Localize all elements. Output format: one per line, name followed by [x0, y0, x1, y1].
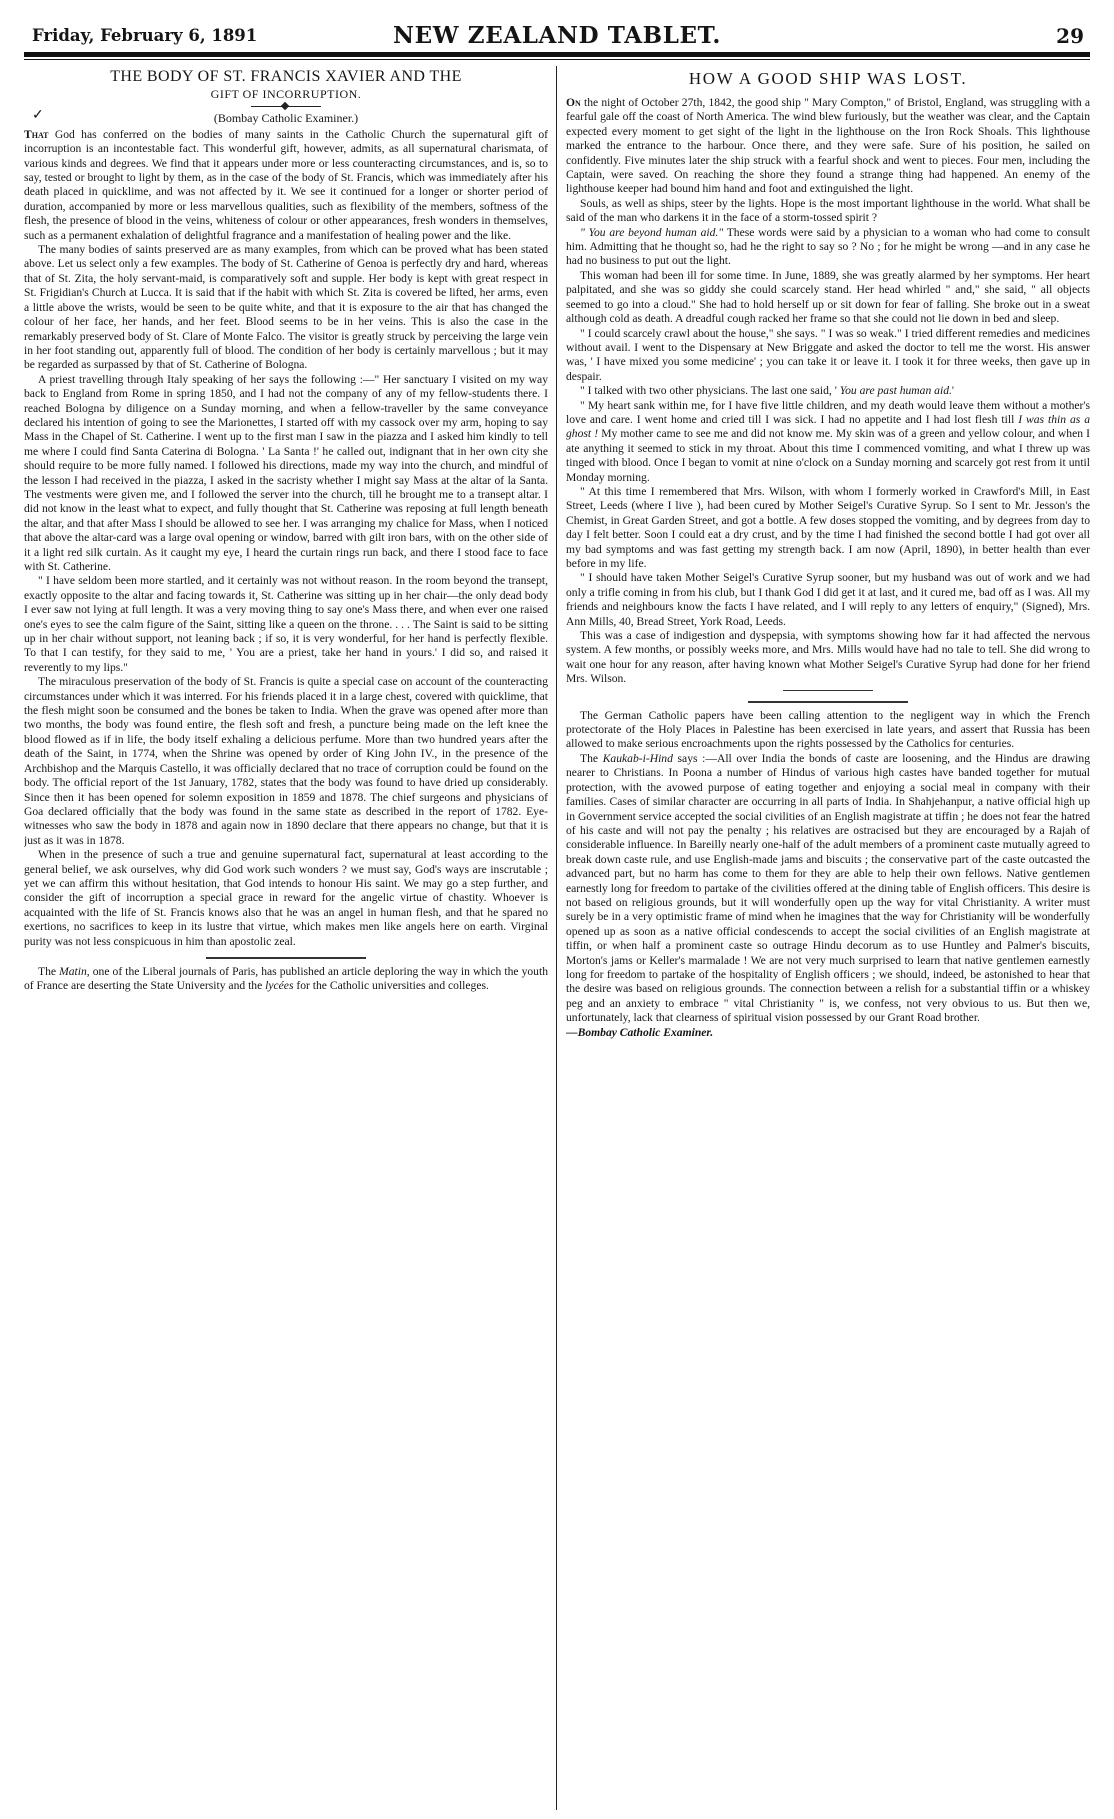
paragraph: A priest travelling through Italy speaking of her says the following :—" Her sanctuary I visited on my way back to England from Rome in spring 1850, and I had not the company of any of my fellow-students there. I reached Bologna by diligence on a Sunday morning, and when a fellow-traveller by the same conveyance declared his intention of going to see the Marionettes, I started off with my cassock over my arm, hoping to say Mass in the Chapel of St. Catherine. I went up to the first man I saw in the piazza and I asked him kindly to tell me where I could find Santa Caterina di Bologna. ' La Santa !' he called out, indignant that in her own city she should require to be more fully named. I followed his directions, made my way into the church, and mindful of the lesson I had received in the piazza, I asked in the sacristy whether I might say Mass at the altar of la Santa. The vestments were given me, and I followed the server into the church, till he brought me to a transept altar. I did not know in the least what to expect, and fully thought that St. Catherine was reposing at full length beneath the altar, and that after Mass I should be allowed to see her. I was arranging my chalice for Mass, when I noticed that above the altar-card was a large oval opening or window, barred with gilt iron bars, with on the other side of it a light red silk curtain. As it caught my eye, I heard the curtain rings run back, and there I stood face to face with St. Catherine.	[24, 372, 548, 573]
italic-term: lycées	[265, 979, 294, 993]
page-number: 29	[1056, 24, 1084, 48]
text-run: " My heart sank within me, for I have five little children, and my death would leave them without a mother's love and care. I went home and cried till I was sick. I had no appetite and I had lost flesh till	[566, 398, 1090, 426]
article-title-xavier: THE BODY OF ST. FRANCIS XAVIER AND THE	[110, 68, 462, 85]
masthead-rule-thick	[24, 52, 1090, 57]
text-run: These words were said by a physician to a woman who had come to consult him. Admitting that he thought so, had he the right to say so ? No ; for he might be wrong —and in any case he had no business to put out the light.	[566, 225, 1090, 268]
text-run: , one of the Liberal journals of Paris, has published an article deploring the way in which the youth of France are deserting the State University and the	[24, 964, 548, 993]
signature-text: —Bombay Catholic Examiner.	[566, 1025, 714, 1039]
issue-date: Friday, February 6, 1891	[32, 26, 258, 45]
paragraph-matin	[24, 965, 548, 994]
paragraph: " At this time I remembered that Mrs. Wilson, with whom I formerly worked in Crawford's Mill, in East Street, Leeds (where I live ), had been cured by Mother Seigel's Curative Syrup. So I sent to Mr. Jesson's the Chemist, in Great Garden Street, and got a bottle. A few doses stopped the vomiting, and by degrees from day to day I felt better. Soon I could eat a dry crust, and by the time I had finished the second bottle I had got over all my bad symptoms and was fast getting my strength back. I am now (April, 1890), in better health than ever before in my life.	[566, 484, 1090, 570]
article-separator	[748, 701, 908, 703]
paragraph-kaukab	[566, 752, 1090, 1026]
masthead	[24, 22, 1090, 50]
paragraph	[566, 384, 1090, 398]
paragraph: The German Catholic papers have been calling attention to the negligent way in which the French protectorate of the Holy Places in Palestine has been exercised in late years, and assert that Russia has been allowed to make serious encroachments upon the rights possessed by the Catholics for centuries.	[566, 708, 1090, 751]
article-title-ship: HOW A GOOD SHIP WAS LOST.	[688, 69, 968, 88]
paragraph	[24, 128, 548, 243]
paragraph	[566, 96, 1090, 197]
text-run: The	[580, 751, 603, 765]
text-run: The	[38, 964, 60, 978]
article-subtitle-xavier: GIFT OF INCORRUPTION.	[210, 87, 362, 101]
right-column	[566, 62, 1090, 1812]
journal-name: Kaukab-i-Hind	[602, 751, 673, 765]
article-separator	[206, 957, 366, 959]
paragraph: " I could scarcely crawl about the house," she says. " I was so weak." I tried different remedies and medicines without avail. I went to the Dispensary at New Briggate and asked the doctor to tell me the worst. His answer was, ' I have mixed you some medicine' ; you can take it or leave it. I took it for three weeks, then gave up in despair.	[566, 326, 1090, 383]
text-run: " I talked with two other physicians. The last one said, '	[580, 384, 837, 398]
paragraph: This woman had been ill for some time. In June, 1889, she was greatly alarmed by her symptoms. Her heart palpitated, and she was so giddy she could scarcely stand. Her head whirled " and," she said, " all objects seemed to go into a cloud." She had to hold herself up or sit down for fear of falling. She broke out in a sweat although cold as death. A dreadful cough racked her frame so that she could not lie down in bed and sleep.	[566, 268, 1090, 326]
tick-mark-icon: ✓	[32, 108, 44, 124]
text-run: for the Catholic universities and colleges.	[293, 979, 489, 993]
italic-quote: I was thin as a ghost !	[566, 412, 1090, 441]
paragraph: When in the presence of such a true and genuine supernatural fact, supernatural at least according to the general belief, we ask ourselves, why did God work such wonders ? we must say, God's ways are inscrutable ; yet we can affirm this without hesitation, that God intends to honour His saint. We may go a step further, and consider the gift of incorruption a special grace in reward for the angelic virtue of chastity. Whoever is acquainted with the life of St. Francis knows also that he was an angel in human flesh, and that he spared no exertions, no sacrifices to keep in its lustre that virtue, which makes men like angels here on earth. Virginal purity was not less conspicuous in him than apostolic zeal.	[24, 848, 548, 948]
signature	[566, 1026, 1090, 1040]
italic-quote: You are past human aid.	[836, 384, 952, 398]
text-run: My mother came to see me and did not know me. My skin was of a green and yellow colour, and when I ate anything it seemed to stick in my throat. About this time I commenced vomiting, and what I threw up was tinged with blood. Once I began to vomit at nine o'clock on a Sunday morning and scarcely got rest from it until Monday morning.	[566, 427, 1090, 484]
paragraph	[566, 399, 1090, 485]
newspaper-page	[24, 22, 1090, 1812]
source-label: (Bombay Catholic Examiner.)	[213, 111, 359, 126]
journal-name: Matin	[59, 964, 87, 978]
paragraph-text: God has conferred on the bodies of many saints in the Catholic Church the supernatural gift of incorruption is an incontestable fact. This wonderful gift, however, admits, as all supernatural charismata, of various kinds and degrees. We find that it appears under more or less counteracting circumstances, and is, so to say, tested or brought to light by them, as in the case of the body of St. Francis, which was immediately after his death placed in quicklime, and was not affected by it. We see it continued for a longer or shorter period of duration, accompanied by more or less marvellous qualities, such as flexibility of the members, softness of the flesh, the presence of blood in the veins, whiteness of colour or other appearances, fresh wonders in themselves, such as a permanent exhalation of delightful fragrance and a manifestation of healing power and the like.	[24, 127, 548, 242]
drop-word: On	[566, 96, 581, 109]
columns	[24, 62, 1090, 1812]
article-separator-short	[783, 690, 873, 691]
drop-word: That	[24, 127, 49, 141]
paragraph	[566, 226, 1090, 269]
paragraph: Souls, as well as ships, steer by the lights. Hope is the most important lighthouse in the world. What shall be said of the man who darkens it in the face of a storm-tossed spirit ?	[566, 196, 1090, 225]
masthead-rule-thin	[24, 59, 1090, 60]
text-run: says :—All over India the bonds of caste are loosening, and the Hindus are drawing nearer to Christians. In Poona a number of Hindus of various high castes have banded together for mutual protection, with the avowed purpose of eating together and enjoying a social meal in company with their families. Cases of similar character are occurring in all parts of India. In Shahjehanpur, a native official high up in Government service accepted the social civilities of an English magistrate at tiffin ; he does not fear the hatred of his caste and will not pay the penalty ; his relatives are ostracised but they are encouraged by a Rajah of considerable influence. In Bareilly nearly one-half of the adult members of a prominent caste mutually agreed to break down caste rule, and use English-made jams and biscuits ; the conservative part of the caste outcasted the advanced part, but no harm has come to them for they are able to help their own fellows. Native gentlemen earnestly long for freedom to partake of the civilities offered at the dining table of English officers. This desire is not based on religious grounds, but it will wonderfully open up the way for vital Christianity. A writer must surely be in a very optimistic frame of mind when he imagines that the way for Christianity will be wonderfully opened up as soon as a native official condescends to accept the social civilities of an English magistrate at tiffin, or when half a prominent caste so outrage Hindu decorum as to use Huntley and Palmer's biscuits, Morton's jams or Keller's marmalade ! We are not very much surprised to learn that native gentlemen earnestly long for freedom to partake of the hospitality of English officers ; we should, indeed, be astonished to hear that the desire was based on religious grounds. The connection between a relish for a substantial tiffin or a whiskey peg and an anxiety to embrace " vital Christianity " is, we confess, not very obvious to us. But then we, unfortunately, lack that clearness of spiritual vision possessed by our Grant Road brother.	[566, 751, 1090, 1025]
column-divider	[556, 66, 557, 1810]
title-ornament	[251, 106, 321, 107]
article-source	[24, 108, 548, 126]
paragraph: " I should have taken Mother Seigel's Curative Syrup sooner, but my husband was out of work and we had only a trifle coming in from his club, but I thank God I did get it at last, and it cured me, bad off as I was. All my friends and neighbours know the facts I have related, and I will reply to any letters of enquiry," (Signed), Mrs. Ann Mills, 40, Bread Street, York Road, Leeds.	[566, 571, 1090, 628]
italic-quote: " You are beyond human aid."	[580, 225, 724, 239]
left-column	[24, 62, 548, 1812]
paragraph: This was a case of indigestion and dyspepsia, with symptoms showing how far it had affected the nervous system. A few months, or possibly weeks more, and Mrs. Mills would have had no tale to tell. She did wrong to wait one hour for any reason, after having known what Mother Seigel's Curative Syrup had done for her friend Mrs. Wilson.	[566, 629, 1090, 686]
title-spacer	[566, 88, 1090, 96]
paragraph: The miraculous preservation of the body of St. Francis is quite a special case on account of the counteracting circumstances under which it was interred. For his friends placed it in a large chest, covered with quicklime, that the flesh might soon be consumed and the bones be taken to India. When the grave was opened after more than two months, the body was found entire, the flesh soft and fresh, a puncture being made on the left knee the blood flowed as if in life, the body itself exhaling a delicious perfume. More than two hundred years after the death of the Saint, in 1774, when the Shrine was opened by order of King John IV., in the presence of the Archbishop and the Marquis Castello, it was officially declared that no trace of corruption could be found on the body. The official report of the 1st January, 1782, states that the body was found to have dried up considerably. Since then it has been opened for solemn exposition in 1859 and 1878. The chief surgeons and physicians of Goa declared officially that the body was found in the same state as described in the report of 1782. Eye-witnesses who saw the body in 1878 and again now in 1890 declare that there appears no change, but that it is just as it was in 1878.	[24, 675, 548, 847]
newspaper-title: NEW ZEALAND TABLET.	[393, 22, 721, 49]
text-run: '	[951, 384, 954, 398]
paragraph: " I have seldom been more startled, and it certainly was not without reason. In the room beyond the transept, exactly opposite to the altar and facing towards it, St. Catherine was sitting up in her chair—the only dead body I ever saw not lying at full length. It was a very moving thing to say one's Mass there, and when ever one raised one's eyes to see the calm figure of the Saint, sitting like a queen on the throne. . . . The Saint is said to be sitting up in her chair without support, not leaning back ; if so, it is very wonderful, for her hand is perfectly flexible. To that I can testify, for they said to me, ' You are a priest, take her hand in yours.' I did so, and raised it reverently to my lips."	[24, 574, 548, 674]
paragraph: The many bodies of saints preserved are as many examples, from which can be proved what has been stated above. Let us select only a few examples. The body of St. Catherine of Genoa is perfectly dry and hard, whereas that of St. Zita, the holy servant-maid, is comparatively soft and supple. Her body is kept with great respect in St. Frigidian's Church at Lucca. It is said that if the habit with which St. Zita is covered be lifted, her arms, even a little above the wrists, would be seen to be quite white, and that it is exposure to the air that has changed the colour of her face, her hands, and her feet. Blood seems to be in her veins. This is also the case in the remarkably preserved body of St. Clare of Monte Falco. The visitor is greatly struck by perceiving the large vein in her foot standing out, apparently full of blood. The condition of her body is certainly marvellous ; but it may be regarded as surpassed by that of St. Catherine of Bologna.	[24, 243, 548, 372]
paragraph-text: the night of October 27th, 1842, the good ship " Mary Compton," of Bristol, England, was struggling with a fearful gale off the coast of North America. The wind blew furiously, but the weather was clear, and the Captain expected every moment to get sight of the light in the lighthouse on the Iron Rock Shoals. This lighthouse marked the entrance to the harbour. Once there, and they were safe. Sure of his position, he sailed on confidently. Five minutes later the ship struck with a fearful shock and went to pieces. Four men, including the Captain, were saved. On reaching the shore they found a strange thing had happened. An enemy of the lighthouse keeper had bound him hand and foot and extinguished the light.	[566, 96, 1090, 196]
